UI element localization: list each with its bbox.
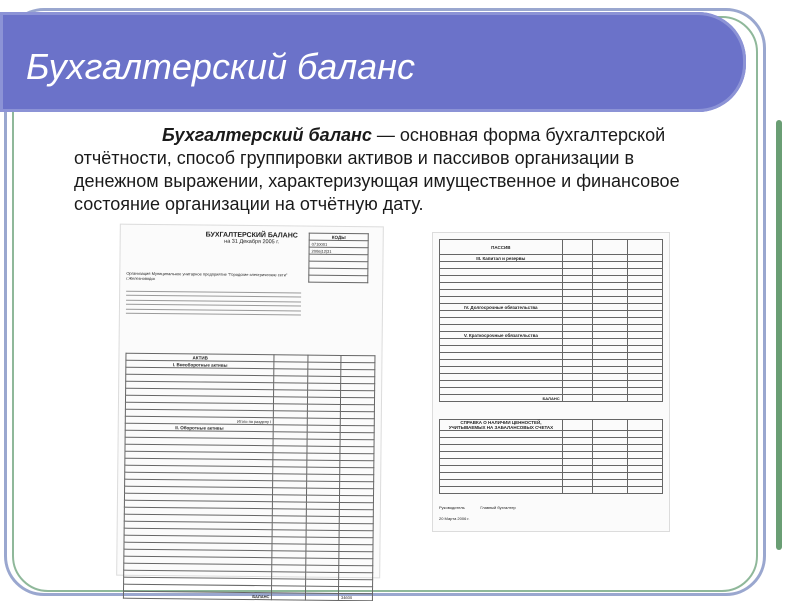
head-label: Руководитель (439, 505, 465, 510)
section-4: IV. Долгосрочные обязательства (440, 304, 563, 311)
doc-date: 20 Марта 2006 г. (439, 516, 470, 521)
ref-title: СПРАВКА О НАЛИЧИИ ЦЕННОСТЕЙ, УЧИТЫВАЕМЫХ НА ЗАБАЛАНСОВЫХ СЧЕТАХ (440, 420, 563, 431)
definition-paragraph (74, 124, 714, 216)
section-3: III. Капитал и резервы (440, 255, 563, 262)
header-lines (126, 287, 301, 319)
title-banner (0, 12, 746, 112)
section-2: II. Оборотные активы (125, 423, 274, 432)
codes-header: КОДЫ (309, 233, 368, 241)
org-name: Муниципальное унитарное предприятие "Городские электрические сети" г.Железноводск (126, 270, 288, 281)
balance-value-left: 34600 (338, 593, 372, 600)
total-section-1: Итого по разделу I (125, 416, 274, 425)
section-5: V. Краткосрочные обязательства (440, 332, 563, 339)
doc-title: БУХГАЛТЕРСКИЙ БАЛАНС (205, 231, 298, 240)
date-code: 2006|12|31 (309, 247, 368, 255)
definition-term: Бухгалтерский баланс (162, 125, 372, 145)
balance-label-left: БАЛАНС (123, 591, 272, 600)
liabilities-table (439, 239, 663, 402)
col-activ: АКТИВ (126, 353, 275, 362)
balance-sheet-scan-assets (116, 224, 384, 600)
offbalance-table (439, 419, 663, 494)
org-label: Организация (126, 270, 151, 276)
col-passiv: ПАССИВ (440, 240, 563, 255)
balance-label-right: БАЛАНС (440, 395, 563, 402)
slide-frame-accent (776, 120, 782, 550)
balance-sheet-scan-liabilities (432, 232, 670, 532)
doc-subtitle: на 31 Декабря 2005 г. (224, 238, 280, 246)
form-code: 0710001 (309, 240, 368, 248)
section-1: I. Внеоборотные активы (126, 360, 275, 369)
definition-text: — основная форма бухгалтерской отчётности, способ группировки активов и пассивов организации в денежном выражении, характеризующая имущественное и финансовое состояние организации на отчётную дату. (74, 125, 680, 214)
org-block (126, 271, 301, 283)
signature-block (439, 505, 663, 521)
slide-title: Бухгалтерский баланс (26, 46, 415, 87)
accountant-label: Главный бухгалтер (480, 505, 516, 510)
codes-table (308, 233, 369, 284)
assets-table (123, 353, 376, 601)
